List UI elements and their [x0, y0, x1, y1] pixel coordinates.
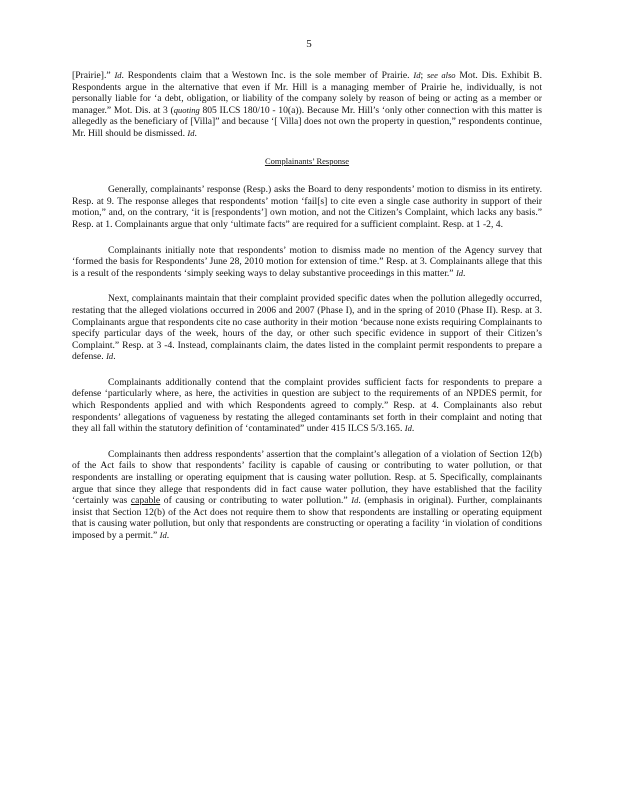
- paragraph-text: . Respondents claim that a Westown Inc. is the sole member of Prairie.: [121, 70, 414, 81]
- body-paragraph: [72, 184, 542, 230]
- citation-italic: Id: [114, 70, 122, 80]
- body-paragraph: [72, 293, 542, 363]
- paragraph-text: Next, complainants maintain that their complaint provided specific dates when the pollution allegedly occurred, restating that the alleged violations occurred in 2006 and 2007 (Phase I), and in the spring of 2010 (Phase II). Resp. at 3. Complainants argue that respondents cite no case authority in their motion ‘because none exists requiring Complainants to specify particular days of the week, hours of the day, or other such specific evidence in support of their Citizen’s Complaint.” Resp. at 3 -4. Instead, complainants claim, the dates listed in the complaint permit respondents to prepare a defense.: [72, 293, 542, 363]
- body-paragraph: [72, 70, 542, 140]
- citation-italic: Id: [159, 530, 167, 540]
- paragraph-text: [Prairie].”: [72, 70, 115, 81]
- body-paragraph: [72, 449, 542, 542]
- citation-italic: Id: [351, 495, 359, 506]
- underlined-text: capable: [130, 495, 161, 507]
- section-heading: [72, 156, 542, 168]
- body-paragraph: [72, 245, 542, 280]
- paragraph-text: .: [411, 423, 415, 435]
- paragraph-text: Complainants initially note that respondents’ motion to dismiss made no mention of the Agency survey that ‘formed the basis for Respondents’ June 28, 2010 motion for extension of time.” Resp. at 3. Complainants allege that this is a result of the respondents ‘simply seeking ways to delay substantive proceedings in this matter.”: [72, 244, 542, 279]
- body-paragraph: [72, 377, 542, 435]
- paragraph-text: Complainants additionally contend that the complaint provides sufficient facts for respondents to prepare a defense ‘particularly where, as here, the activities in question are subject to the requirements of an NPDES permit, for which Respondents applied and with which Respondents agreed to comply.” Resp. at 4. Complainants also rebut respondents’ allegations of vagueness by restating the alleged contaminants set forth in their complaint and noting that they all fall within the statutory definition of ‘contaminated” under 415 ILCS 5/3.165.: [72, 376, 542, 435]
- paragraph-text: .: [194, 127, 197, 139]
- paragraph-text: .: [463, 267, 466, 279]
- citation-italic: Id: [187, 127, 195, 138]
- citation-italic: see also: [426, 70, 456, 80]
- paragraph-text: Generally, complainants’ response (Resp.) asks the Board to deny respondents’ motion to dismiss in its entirety. Resp. at 9. The response alleges that respondents’ motion ‘fail[s] to cite even a single case authority in support of their motion,” and, on the contrary, ‘it is [respondents’] own motion, and not the Citizen’s Complaint, which lacks any basis.” Resp. at 1. Complainants argue that only ‘ultimate facts” are required for a sufficient complaint. Resp. at 1 -2, 4.: [72, 184, 542, 230]
- paragraph-text: .: [113, 351, 116, 363]
- paragraph-text: Complainants then address respondents’ assertion that the complaint’s allegation of a violation of Section 12(b) of the Act fails to show that respondents’ facility is capable of causing or contributing to water pollution, or that respondents are installing or operating equipment that is causing water pollution. Resp. at 5. Specifically, complainants argue that since they allege that respondents did in fact cause water pollution, they have established that the facility ‘certainly was: [72, 448, 542, 507]
- citation-italic: Id: [106, 351, 114, 362]
- underlined-text: Complainants’ Response: [264, 155, 350, 166]
- paragraph-text: 805 ILCS 180/10 - 10(a)). Because Mr. Hill’s ‘only other connection with this matter is allegedly as the beneficiary of [Villa]” and because ‘[ Villa] does not own the property in question,” respondents continue, Mr. Hill should be dismissed.: [72, 104, 542, 139]
- paragraph-text: Mot. Dis. Exhibit B. Respondents argue in the alternative that even if Mr. Hill is a managing member of Prairie he, individually, is not personally liable for ‘a debt, obligation, or liability of the company solely by reason of being or acting as a member or manager.” Mot. Dis. at 3 (: [72, 70, 542, 116]
- citation-italic: Id: [413, 70, 421, 80]
- citation-italic: quoting: [173, 104, 200, 115]
- paragraph-text: .: [166, 530, 170, 541]
- citation-italic: Id: [404, 423, 412, 434]
- page-number: 5: [306, 38, 312, 50]
- paragraph-text: ;: [420, 70, 427, 81]
- citation-italic: Id: [455, 267, 464, 278]
- paragraph-text: of causing or contributing to water pollution.”: [160, 495, 352, 507]
- document-body: [72, 70, 542, 556]
- paragraph-text: . (emphasis in original). Further, complainants insist that Section 12(b) of the Act does not require them to show that respondents are installing or operating equipment that is causing water pollution, but only that respondents are constructing or operating a facility ‘in violation of conditions imposed by a permit.”: [72, 495, 542, 541]
